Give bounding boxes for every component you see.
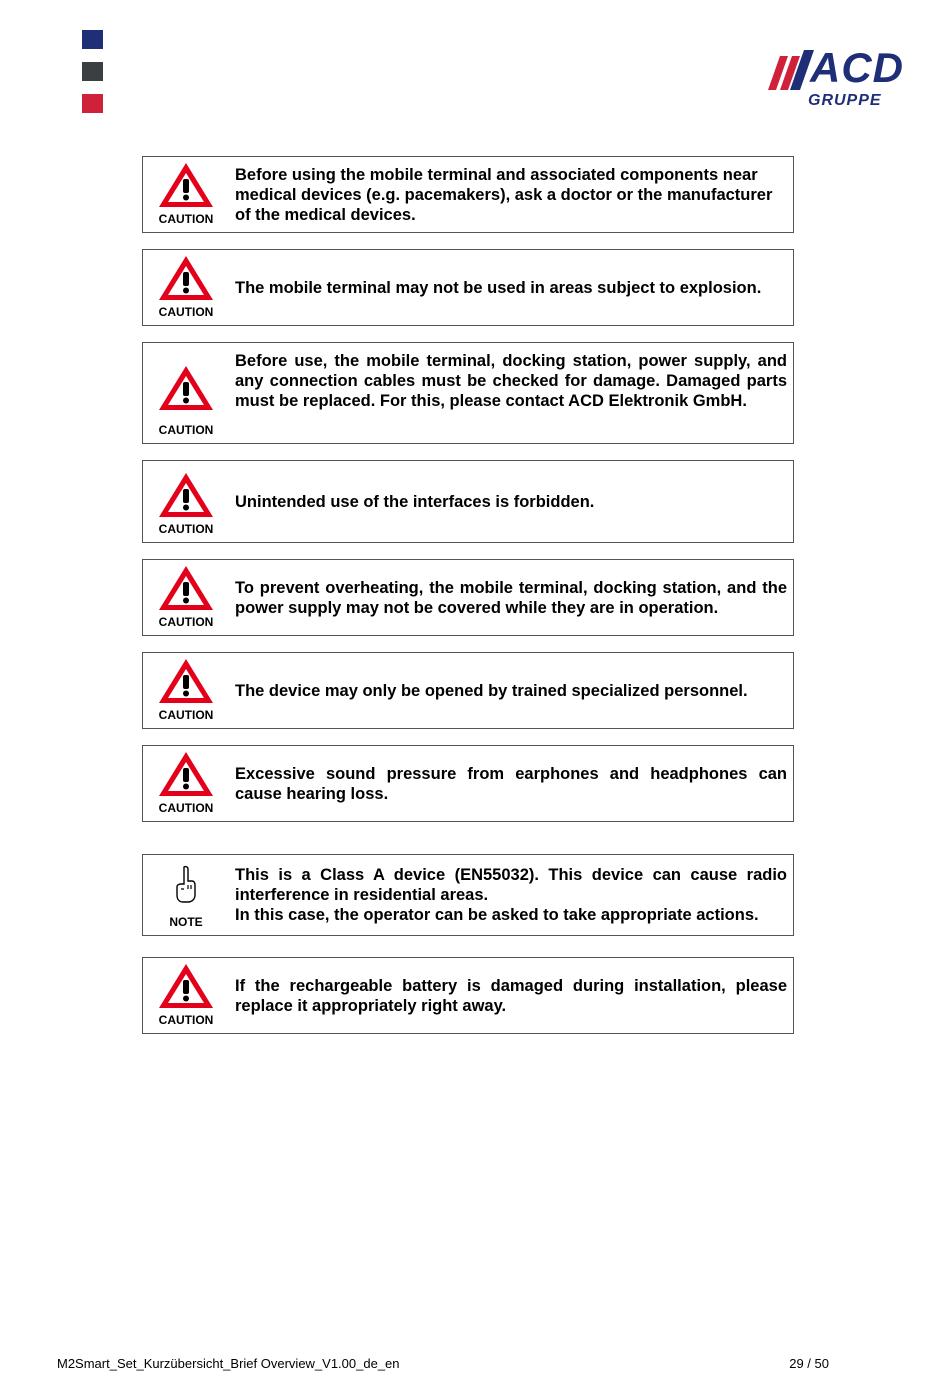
warning-triangle-icon bbox=[156, 470, 216, 520]
notice-label: CAUTION bbox=[158, 212, 214, 226]
caution-notice bbox=[142, 745, 794, 822]
notice-label: CAUTION bbox=[158, 305, 214, 319]
caution-notice bbox=[142, 156, 794, 233]
brand-square-red bbox=[82, 94, 103, 113]
brand-square-gray bbox=[82, 62, 103, 81]
caution-notice bbox=[142, 957, 794, 1034]
warning-triangle-icon bbox=[156, 160, 216, 210]
notice-label: CAUTION bbox=[158, 423, 214, 437]
caution-notice bbox=[142, 559, 794, 636]
notice-text: If the rechargeable battery is damaged during installation, please replace it appropriately right away. bbox=[235, 976, 787, 1015]
logo-subtitle: GRUPPE bbox=[808, 92, 882, 109]
footer-page-number: 29 / 50 bbox=[789, 1356, 829, 1371]
notice-label: NOTE bbox=[169, 915, 203, 929]
notice-label: CAUTION bbox=[158, 615, 214, 629]
notice-text: Before using the mobile terminal and associated components near medical devices (e.g. pacemakers), ask a doctor or the manufacturer of the medical devices. bbox=[235, 166, 773, 224]
caution-notice bbox=[142, 652, 794, 729]
notice-label: CAUTION bbox=[158, 708, 214, 722]
notice-text: The device may only be opened by trained specialized personnel. bbox=[235, 681, 748, 700]
notice-label: CAUTION bbox=[158, 801, 214, 815]
notice-text: This is a Class A device (EN55032). This device can cause radio interference in residential areas. In this case, the operator can be asked to take appropriate actions. bbox=[235, 866, 787, 924]
caution-notice bbox=[142, 249, 794, 326]
warning-triangle-icon bbox=[156, 563, 216, 613]
caution-notice bbox=[142, 460, 794, 543]
caution-notice bbox=[142, 342, 794, 444]
warning-triangle-icon bbox=[156, 363, 216, 413]
notice-text: Excessive sound pressure from earphones and headphones can cause hearing loss. bbox=[235, 764, 787, 803]
brand-square-blue bbox=[82, 30, 103, 49]
logo-name: ACD bbox=[810, 44, 904, 91]
warning-triangle-icon bbox=[156, 961, 216, 1011]
notice-label: CAUTION bbox=[158, 522, 214, 536]
pointing-hand-icon bbox=[173, 865, 199, 905]
notice-text: Before use, the mobile terminal, docking station, power supply, and any connection cables must be checked for damage. Damaged parts must be replaced. For this, please contact ACD Elektronik GmbH. bbox=[235, 352, 787, 410]
notice-text: Unintended use of the interfaces is forbidden. bbox=[235, 492, 595, 511]
warning-triangle-icon bbox=[156, 656, 216, 706]
notice-text: The mobile terminal may not be used in areas subject to explosion. bbox=[235, 278, 762, 297]
note-notice bbox=[142, 854, 794, 936]
notice-label: CAUTION bbox=[158, 1013, 214, 1027]
warning-triangle-icon bbox=[156, 749, 216, 799]
warning-triangle-icon bbox=[156, 253, 216, 303]
acd-logo bbox=[766, 44, 918, 112]
footer-filename: M2Smart_Set_Kurzübersicht_Brief Overview_V1.00_de_en bbox=[57, 1356, 400, 1371]
notice-text: To prevent overheating, the mobile terminal, docking station, and the power supply may not be covered while they are in operation. bbox=[235, 578, 787, 617]
